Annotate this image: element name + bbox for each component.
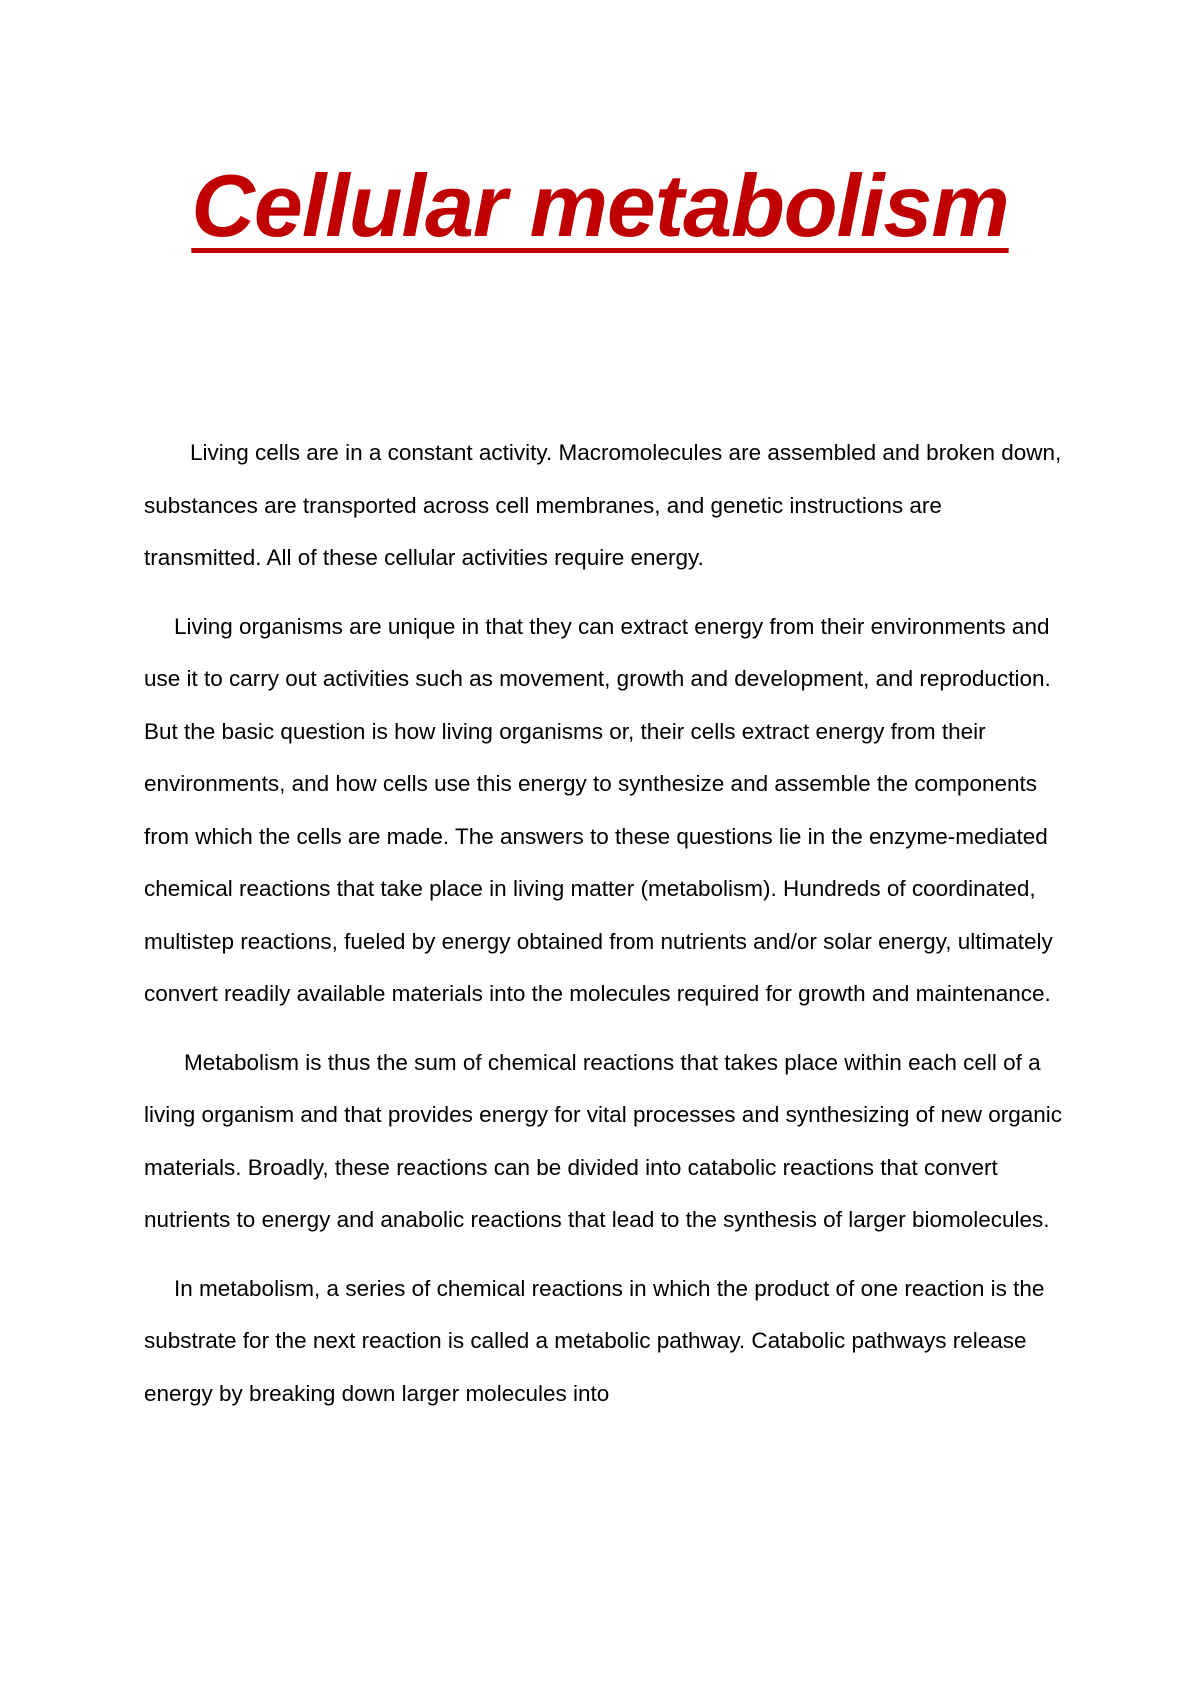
paragraph-text: Living organisms are unique in that they can extract energy from their environments and use it to carry out activities such as movement, growth and development, and reproduction. But the basic question is how living organisms or, their cells extract energy from their environments, and how cells use this energy to synthesize and assemble the components from which the cells are made. The answers to these questions lie in the enzyme-mediated chemical reactions that take place in living matter (metabolism). Hundreds of coordinated, multistep reactions, fueled by energy obtained from nutrients and/or solar energy, ultimately convert readily available materials into the molecules required for growth and maintenance. [144, 613, 1053, 1006]
paragraph [144, 427, 1064, 585]
document-body [144, 427, 1064, 1436]
paragraph-text: Living cells are in a constant activity. Macromolecules are assembled and broken down, substances are transported across cell membranes, and genetic instructions are transmitted. All of these cellular activities require energy. [144, 440, 1062, 570]
paragraph-text: In metabolism, a series of chemical reactions in which the product of one reaction is the substrate for the next reaction is called a metabolic pathway. Catabolic pathways release energy by breaking down larger molecules into [144, 1275, 1045, 1406]
paragraph [144, 1263, 1064, 1421]
paragraph [144, 601, 1064, 1021]
paragraph [144, 1037, 1064, 1247]
document-title: Cellular metabolism [191, 156, 1009, 255]
paragraph-text: Metabolism is thus the sum of chemical reactions that takes place within each cell of a living organism and that provides energy for vital processes and synthesizing of new organic materials. Broadly, these reactions can be divided into catabolic reactions that convert nutrients to energy and anabolic reactions that lead to the synthesis of larger biomolecules. [144, 1049, 1062, 1232]
